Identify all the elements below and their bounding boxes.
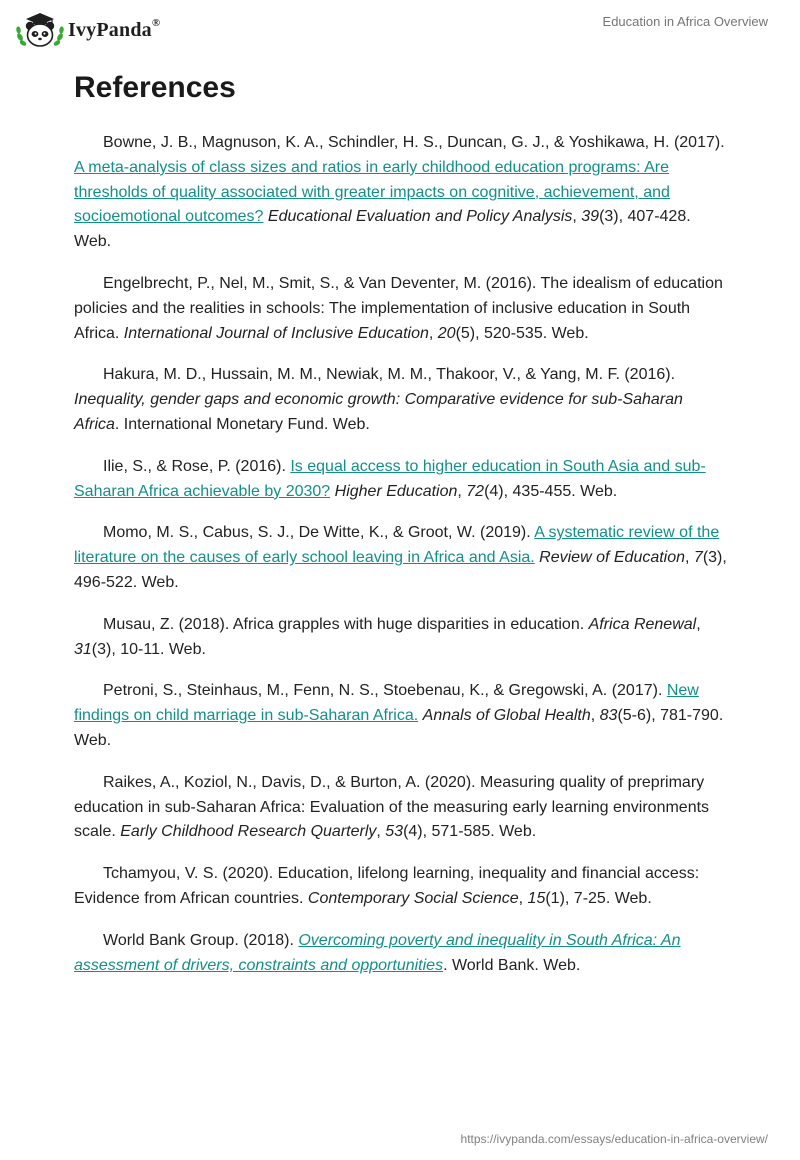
- ref-source: Early Childhood Research Quarterly: [120, 823, 377, 841]
- ref-title: Inequality, gender gaps and economic growth: Comparative evidence for sub-Saharan Africa: [74, 391, 683, 433]
- ref-source: International Journal of Inclusive Education: [123, 324, 429, 342]
- ref-volume: 83: [599, 707, 618, 725]
- ref-authors: Hakura, M. D., Hussain, M. M., Newiak, M. M., Thakoor, V., & Yang, M. F. (2016).: [103, 366, 676, 384]
- ref-source: Educational Evaluation and Policy Analysis: [267, 208, 573, 226]
- ref-pages: (5), 520-535. Web.: [455, 324, 589, 342]
- reference-item: [74, 455, 729, 505]
- reference-item: [74, 679, 729, 753]
- ref-title-link[interactable]: A meta-analysis of class sizes and ratios in early childhood education programs: Are thresholds of quality associated with greater impacts on cognitive, achievement, and socioemotional outcomes?: [74, 158, 670, 226]
- ref-authors: Ilie, S., & Rose, P. (2016).: [103, 457, 291, 475]
- ref-title: Education, lifelong learning, inequality and financial access: Evidence from African countries.: [74, 865, 700, 907]
- ref-comma: ,: [428, 324, 438, 342]
- ref-title-link[interactable]: New findings on child marriage in sub-Saharan Africa.: [74, 682, 699, 725]
- ref-volume: 39: [581, 208, 600, 226]
- ref-comma: ,: [685, 549, 694, 567]
- ref-source: Higher Education: [334, 482, 458, 500]
- reference-item: [74, 771, 729, 845]
- reference-item: [74, 862, 729, 912]
- reference-item: [74, 131, 729, 255]
- ref-source: Review of Education: [539, 549, 686, 567]
- ref-authors: Raikes, A., Koziol, N., Davis, D., & Burton, A. (2020).: [103, 773, 481, 791]
- ref-comma: ,: [457, 482, 467, 500]
- ref-volume: 31: [74, 640, 92, 658]
- ref-pages: (3), 496-522. Web.: [74, 549, 727, 591]
- ref-authors: World Bank Group. (2018).: [103, 931, 299, 949]
- ref-pages: (3), 10-11. Web.: [91, 640, 206, 658]
- ref-comma: ,: [696, 615, 701, 633]
- ref-pages: (4), 571-585. Web.: [403, 823, 537, 841]
- reference-item: [74, 521, 729, 595]
- ref-separator: . International Monetary Fund. Web.: [114, 415, 370, 433]
- ref-title: Africa grapples with huge disparities in education.: [232, 615, 585, 633]
- ref-volume: 15: [527, 889, 546, 907]
- ref-volume: 7: [693, 549, 703, 567]
- ref-separator: . World Bank. Web.: [443, 956, 581, 974]
- page-heading: References: [74, 71, 236, 104]
- ref-authors: Momo, M. S., Cabus, S. J., De Witte, K., & Groot, W. (2019).: [103, 524, 535, 542]
- ref-comma: ,: [518, 889, 528, 907]
- reference-item: [74, 613, 729, 663]
- ref-source: Annals of Global Health: [422, 707, 591, 725]
- ref-comma: ,: [572, 208, 582, 226]
- ref-authors: Engelbrecht, P., Nel, M., Smit, S., & Van Deventer, M. (2016).: [103, 274, 541, 292]
- ref-volume: 53: [385, 823, 404, 841]
- ref-authors: Musau, Z. (2018).: [103, 615, 233, 633]
- footer-url[interactable]: https://ivypanda.com/essays/education-in-africa-overview/: [460, 1132, 768, 1146]
- ref-title: The idealism of education policies and the realities in schools: The implementation of inclusive education in South Africa.: [74, 274, 723, 342]
- ref-title: Measuring quality of preprimary education in sub-Saharan Africa: Evaluation of the measuring early learning environments scale.: [74, 773, 710, 841]
- ref-title-link[interactable]: Is equal access to higher education in South Asia and sub-Saharan Africa achievable by 2030?: [74, 457, 706, 500]
- ref-source: Africa Renewal: [588, 615, 697, 633]
- document-title: Education in Africa Overview: [602, 14, 768, 29]
- ref-title-italic: Overcoming poverty and inequality in South Africa: An assessment of drivers, constraints and opportunities: [74, 931, 681, 974]
- ref-comma: ,: [590, 707, 600, 725]
- panda-graduate-icon: [14, 10, 66, 50]
- ivypanda-logo[interactable]: [14, 10, 160, 50]
- ref-comma: ,: [376, 823, 386, 841]
- reference-item: [74, 363, 729, 437]
- ref-volume: 72: [466, 482, 485, 500]
- brand-name: IvyPanda®: [68, 16, 161, 41]
- reference-item: [74, 929, 729, 979]
- ref-volume: 20: [437, 324, 456, 342]
- reference-list: [74, 131, 729, 995]
- ref-pages: (1), 7-25. Web.: [545, 889, 652, 907]
- ref-authors: Bowne, J. B., Magnuson, K. A., Schindler, H. S., Duncan, G. J., & Yoshikawa, H. (2017).: [103, 134, 725, 151]
- ref-source: Contemporary Social Science: [307, 889, 519, 907]
- ref-pages: (3), 407-428. Web.: [74, 208, 691, 251]
- ref-authors: Tchamyou, V. S. (2020).: [103, 865, 278, 883]
- ref-authors: Petroni, S., Steinhaus, M., Fenn, N. S., Stoebenau, K., & Gregowski, A. (2017).: [103, 682, 667, 700]
- ref-pages: (4), 435-455. Web.: [484, 482, 618, 500]
- reference-item: [74, 272, 729, 346]
- ref-title-link[interactable]: A systematic review of the literature on the causes of early school leaving in Africa and Asia.: [74, 524, 720, 567]
- registered-mark: ®: [151, 16, 161, 29]
- ref-pages: (5-6), 781-790. Web.: [74, 707, 724, 749]
